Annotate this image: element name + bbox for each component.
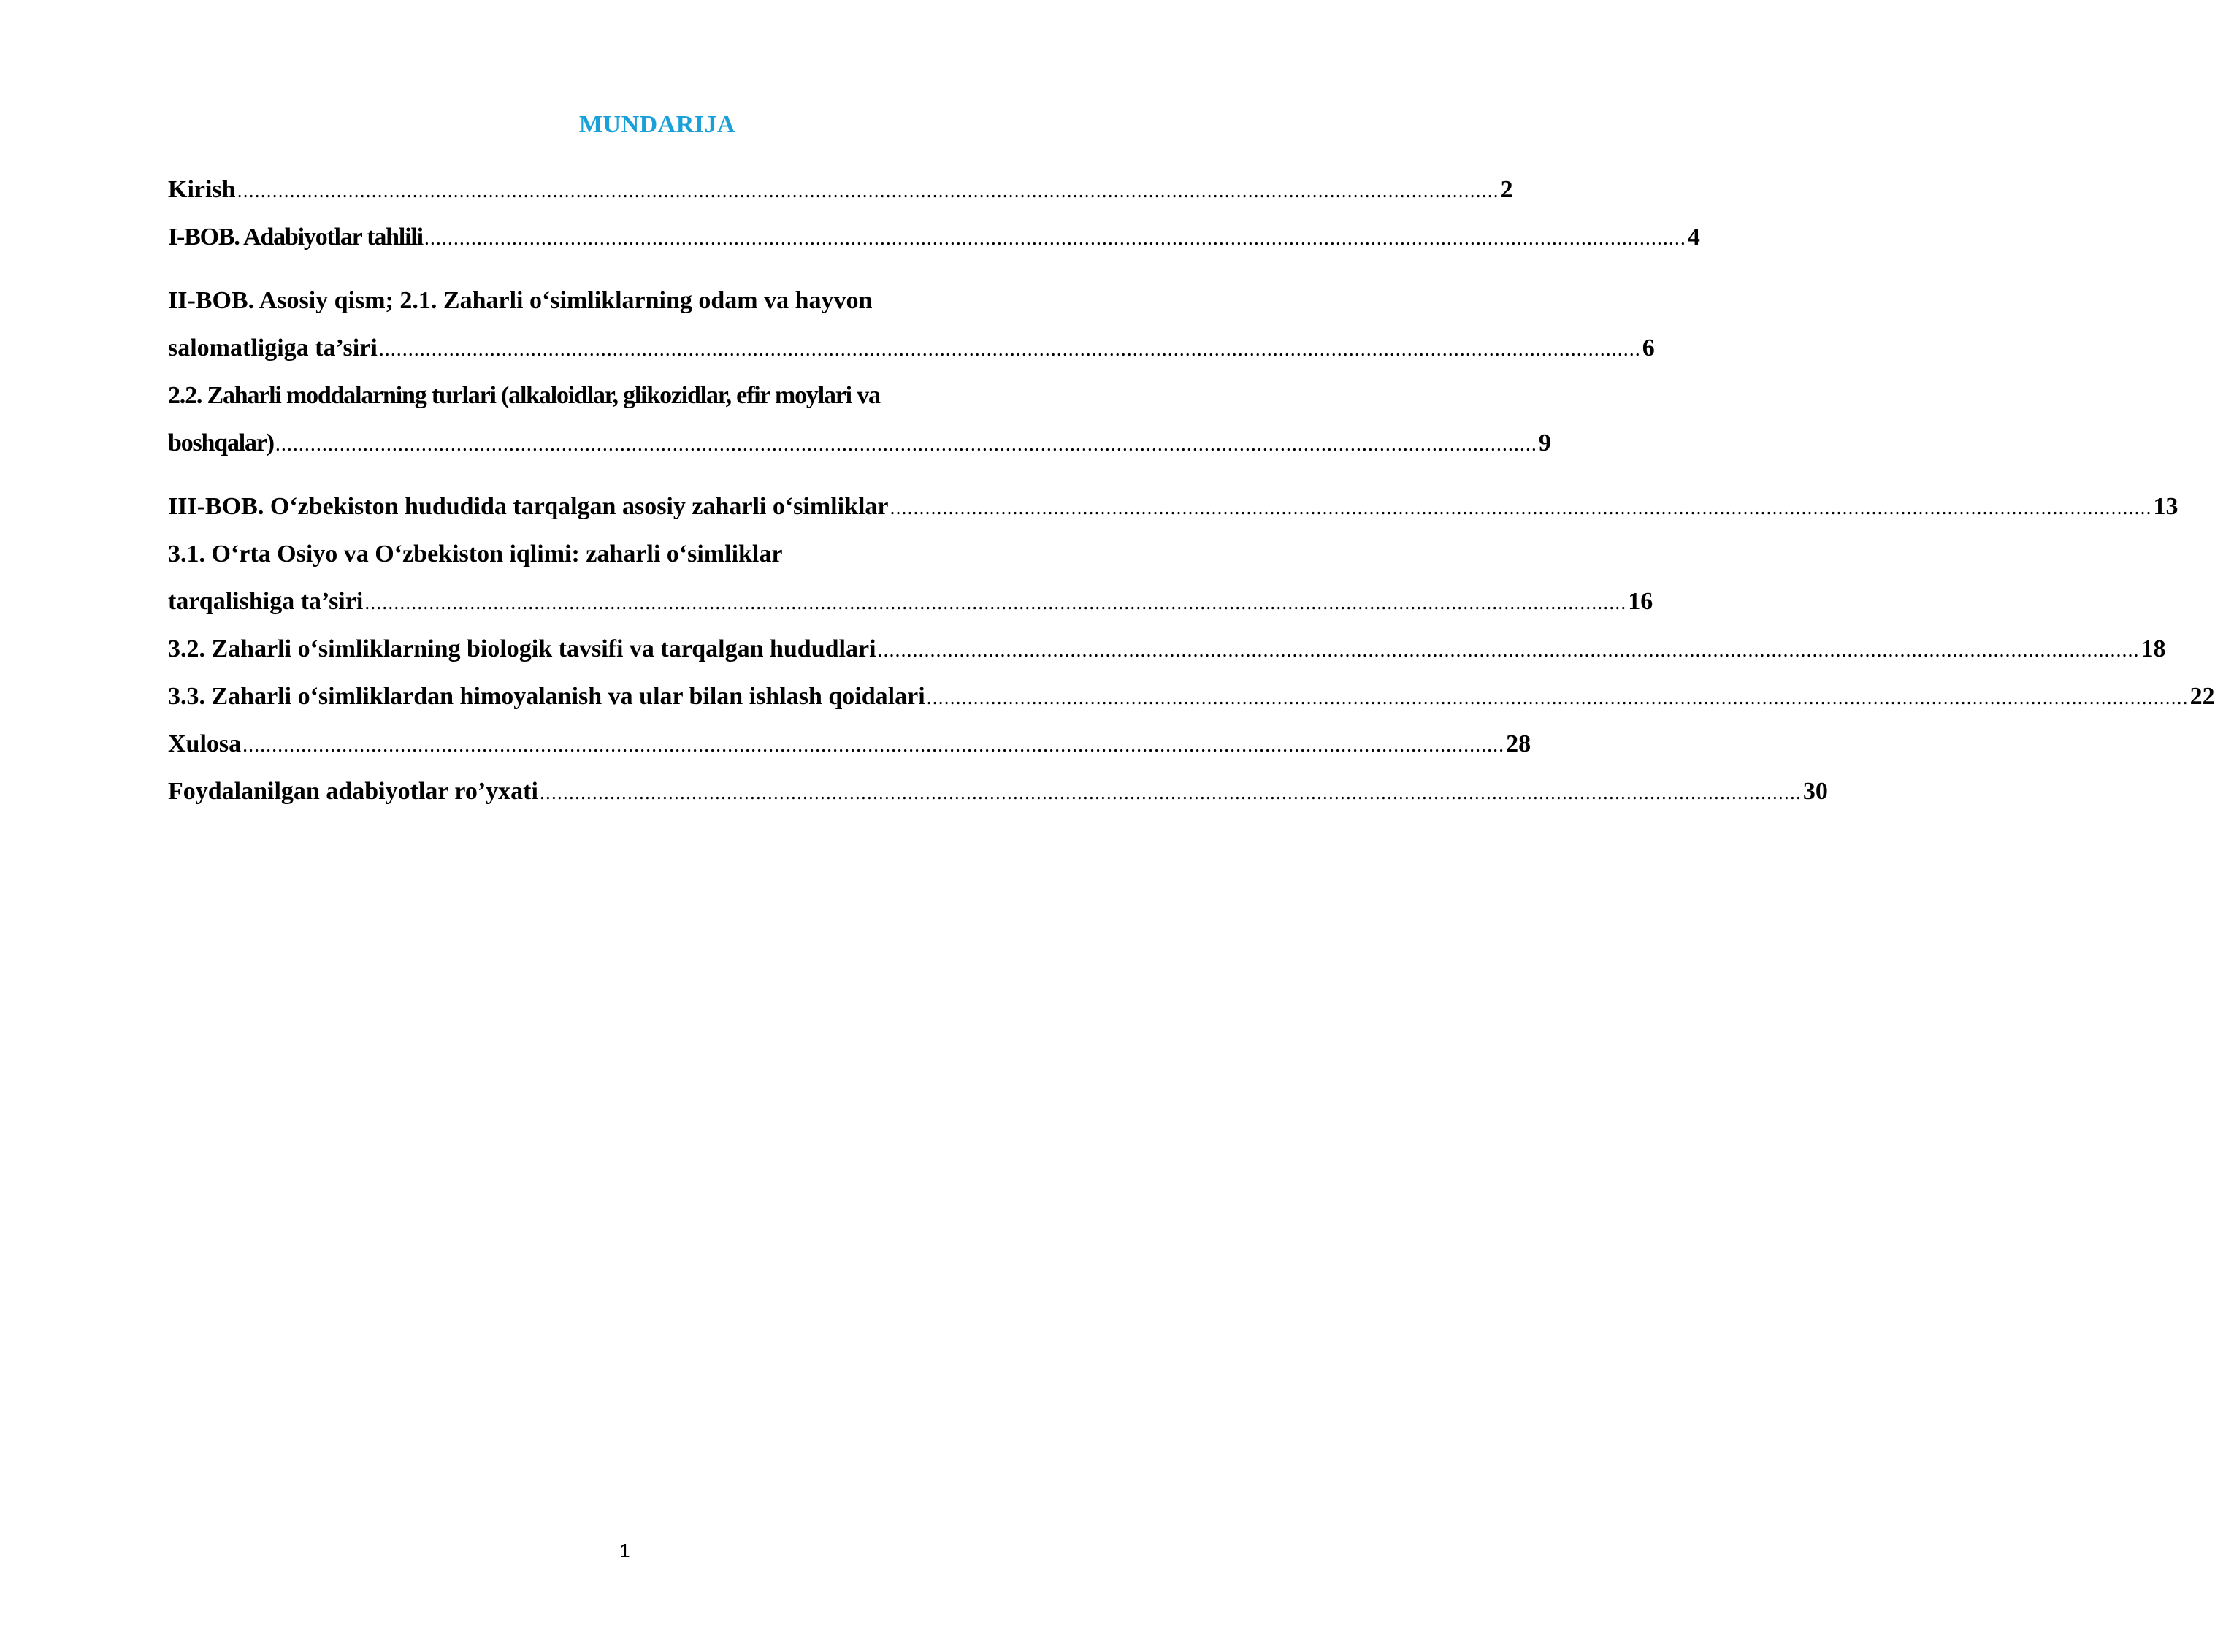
toc-entry-text: III-BOB. O‘zbekiston hududida tarqalgan asosiy zaharli o‘simliklar bbox=[168, 493, 889, 520]
toc-entry-section-3-2[interactable] bbox=[168, 635, 2166, 665]
toc-entry-text: 3.2. Zaharli o‘simliklarning biologik tavsifi va tarqalgan hududlari bbox=[168, 635, 876, 662]
toc-entry-text: Foydalanilgan adabiyotlar ro’yxati bbox=[168, 778, 538, 805]
toc-leader-dots: ........................................................................................................................................................................................................................ bbox=[275, 433, 1537, 456]
toc-leader-dots: ........................................................................................................................................................................................................................ bbox=[364, 592, 1627, 614]
toc-entry-text: 3.3. Zaharli o‘simliklardan himoyalanish va ular bilan ishlash qoidalari bbox=[168, 683, 925, 710]
toc-entry-section-3-3[interactable] bbox=[168, 682, 2215, 713]
toc-page-number: 9 bbox=[1538, 429, 1551, 456]
toc-entry-section-2-1[interactable] bbox=[168, 334, 1655, 364]
toc-entry-section-3-1[interactable] bbox=[168, 540, 1074, 569]
toc-page-number: 30 bbox=[1802, 778, 1828, 805]
toc-leader-dots: ........................................................................................................................................................................................................................ bbox=[539, 781, 1802, 804]
toc-entry-section-3-1-continued[interactable] bbox=[168, 587, 1653, 618]
page-title: MUNDARIJA bbox=[578, 111, 736, 138]
toc-entry-text: 3.1. O‘rta Osiyo va O‘zbekiston iqlimi: zaharli o‘simliklar bbox=[168, 540, 783, 567]
toc-entry-chapter-1[interactable] bbox=[168, 223, 1700, 253]
toc-page-number: 4 bbox=[1687, 223, 1700, 251]
toc-page-number: 6 bbox=[1642, 334, 1655, 362]
toc-page-number: 16 bbox=[1628, 588, 1653, 615]
toc-leader-dots: ........................................................................................................................................................................................................................ bbox=[424, 227, 1686, 250]
toc-entry-kirish[interactable] bbox=[168, 175, 1513, 206]
toc-entry-text: Kirish bbox=[168, 176, 236, 203]
toc-page-number: 13 bbox=[2153, 493, 2178, 520]
toc-entry-text: boshqalar) bbox=[168, 429, 274, 456]
toc-entry-text: I-BOB. Adabiyotlar tahlili bbox=[168, 223, 423, 251]
toc-entry-chapter-3[interactable] bbox=[168, 492, 2178, 523]
toc-page-number: 22 bbox=[2189, 683, 2215, 710]
toc-entry-conclusion[interactable] bbox=[168, 730, 1531, 760]
toc-entry-references[interactable] bbox=[168, 777, 1828, 808]
toc-leader-dots: ........................................................................................................................................................................................................................ bbox=[242, 734, 1505, 757]
toc-entry-chapter-2[interactable] bbox=[168, 286, 1074, 316]
toc-entry-section-2-2[interactable] bbox=[168, 381, 1074, 410]
toc-page-number: 18 bbox=[2141, 635, 2166, 662]
toc-entry-text: II-BOB. Asosiy qism; 2.1. Zaharli o‘simliklarning odam va hayvon bbox=[168, 287, 873, 314]
toc-leader-dots: ........................................................................................................................................................................................................................ bbox=[877, 639, 2140, 662]
toc-entry-text: tarqalishiga ta’siri bbox=[168, 588, 364, 615]
toc-entry-text: 2.2. Zaharli moddalarning turlari (alkaloidlar, glikozidlar, efir moylari va bbox=[168, 382, 880, 409]
toc-leader-dots: ........................................................................................................................................................................................................................ bbox=[378, 338, 1641, 361]
toc-leader-dots: ........................................................................................................................................................................................................................ bbox=[890, 497, 2152, 519]
toc-page-number: 2 bbox=[1500, 176, 1513, 203]
toc-entry-section-2-2-continued[interactable] bbox=[168, 429, 1551, 459]
toc-entry-text: Xulosa bbox=[168, 730, 242, 757]
toc-page-number: 28 bbox=[1506, 730, 1531, 757]
toc-entry-text: salomatligiga ta’siri bbox=[168, 334, 378, 362]
toc-leader-dots: ........................................................................................................................................................................................................................ bbox=[926, 687, 2189, 709]
toc-leader-dots: ........................................................................................................................................................................................................................ bbox=[237, 180, 1499, 202]
page-number: 1 bbox=[619, 1540, 630, 1561]
